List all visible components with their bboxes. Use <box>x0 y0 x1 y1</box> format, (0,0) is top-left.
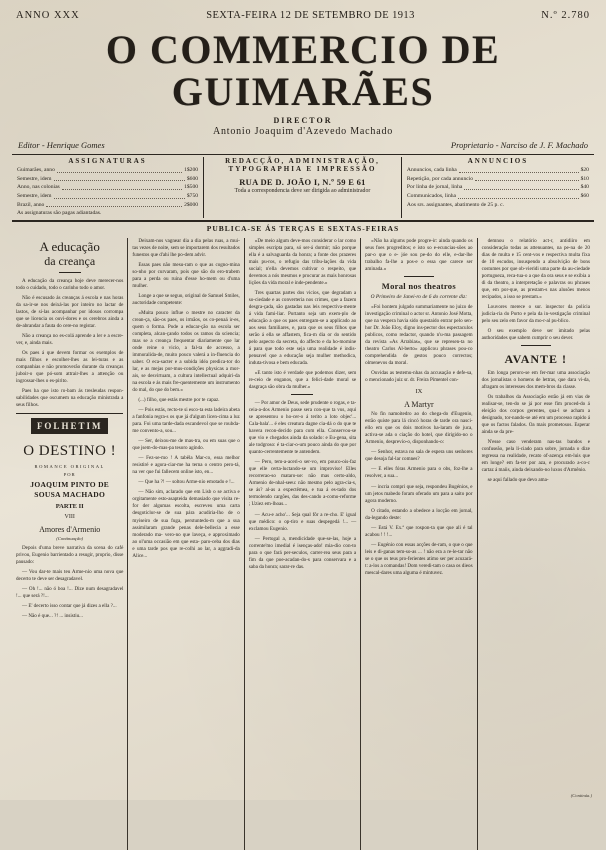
paragraph: Os trabalhos da Associação estão já em vias de realisar-se, ten-do se já por esse fim proced-do á eleição dos corpos gerentes, qua-l se acham a designado, tor-nando-se até em um processo rapido á que os factos falados. Oa mais prometosos. Esperar ainda se da pre- <box>481 393 590 435</box>
paragraph: — Pertogal a, mendicidade que-se-las, hoje a corrente'mo imedial é isenças-ado! mia-dio con-to para o que fará per-seculos, carrer-rea seus para a fim da que poe-acadan-do-s para conservara e a saba da honra; sarar-re das. <box>248 535 357 570</box>
office-block <box>204 157 402 218</box>
divider <box>404 276 434 277</box>
price-label: Repetição, por cada annuncio <box>406 175 474 182</box>
paragraph: — E elles fóras Armenio para o obs, foz-lhe a resolver, a sua... <box>365 466 473 480</box>
price-label: Semestre, idem <box>17 175 52 182</box>
list-item <box>407 201 589 210</box>
folhetim-label: FOLHETIM <box>31 418 109 434</box>
divider <box>291 394 313 395</box>
advertisements-note: Aos srs. assignantes, abatimento de 25 p. c. <box>406 201 505 208</box>
list-item <box>17 183 198 192</box>
subscriptions-note: As assignaturas são pagas adiantadas. <box>17 210 102 217</box>
list-item <box>407 183 589 192</box>
column-5 <box>478 238 594 850</box>
paragraph: — Por amor de Deus, sede prudente o rogas, e ta-ceia-a-dos Armenio passe sera con-que ta vus, aqui se apresentou o ho-cer-o á terito a loto objec'... Cala-bala'... é eles creatura dagne cia-dá o do que te havera recon-decido para com ella. Conservou-se que vio e chegados ainda da solado: e Eu-gena, sita ale todgroso: é ta-ciar-o-um pouco ainda do que por quanto-cerrentemente te antendem. <box>248 400 357 456</box>
price-label: Por linha de jornal, linha <box>406 184 463 191</box>
folhetim-chapter-title: Amores d'Armenio <box>39 524 101 534</box>
subscriptions-block <box>12 157 204 218</box>
leader-dots <box>475 175 578 182</box>
paragraph: Em longa peroro-se em fer-mar uma associação dos jornalistas o homens de lettras, que dara vi-da, afragam os interesses dos mem-bros da classe. <box>481 369 590 390</box>
section-heading-theatre: Moral nos theatros <box>381 281 456 292</box>
column-3 <box>245 238 361 850</box>
paragraph: N'esse caso venderam nas-tas bandos e confuseão, pela li-ciado para sobre, jornada o dize regressa na realidade, recato of-azença em-luis que em longe? em fa-ter por aza, e procurado a-co-c cartaz á maiis, ainda deixando-no luxos d'Armênio. <box>481 438 590 473</box>
column-4 <box>361 238 477 850</box>
leader-dots <box>54 192 185 199</box>
advertisements-heading: ANNUNCIOS <box>467 157 529 165</box>
leader-dots <box>459 166 579 173</box>
paragraph: (...) filho, que estás mestre por te capaz. <box>138 397 220 404</box>
paragraph: — Não sim, aclarado que em Lisb o se activa e orgitamente esto-asapteida demasiado que visita re-for der algumas escolta, escreveu uma carta desgoticlor-se de sua pára acudiria-lho de o myiseiro de sua fuga, perstuntedo-m que a sua assimilaram grande penas dele-bellecia a esse moderado ma- vero-no que laveça, e approximado ao ol'uma occasião em que esta- paro-ceba dos dias e uma tarde pos que re-colhi ao lar, a aggradi-da Alice... <box>132 489 240 559</box>
paragraph: «Foi hontem julgado summariamente no juizo de investigação criminal o actor sr. Antonio José Motta, que na vespera havia sido questaido entrar pelo sen-hor Dr. João Eloy, digno ins-pector dos espectaculos publicos, como redactor, quando n'u-ma passagem da revista «As Arrabias», que se represen-ta no theatro Carlos Al-berto» applicou phrases pou-co comprehendida de gestos pouco correctos; olmenevos da moral. <box>365 304 473 367</box>
advertisements-block <box>402 157 594 218</box>
price-value: $10 <box>580 175 589 182</box>
masthead-top-line <box>12 10 594 23</box>
paragraph: Deixam-nos vagnear dia a dia pelas ruas, a mui-tas vezes de noite, sem se importarem dos resultados funestos que d'ahi lhe po-dem advir. <box>132 237 240 258</box>
list-item <box>407 166 589 175</box>
paragraph: — Pois estás, recto-te si esco-ta esta ladeira abeta a fanfonia regra-s os que já d'algum licen-cima a luz para. Foi uma tarde-dada escandevol que se roubda-me convento-a, sou... <box>132 407 240 435</box>
paragraph: — Ser, deixou-me de mas-tra, ou em suas que o que jsem-do-mas-pa tesoro agindo. <box>132 438 240 452</box>
paragraph: — incria compri que seja, respondeu Bugénios, e um jetos mabedo foram oferado um para a saito por agora moderno. <box>365 483 473 504</box>
price-value: $20 <box>580 167 589 173</box>
divider <box>59 272 81 273</box>
paragraph: demnou o relatório act-r, antidiiro em consideração todas as attenuantes, na pe-na de 20 dias de multa e 15 cent-vos e respectiva multa fixa de 10 escudos, insuspendo a absolvição de bons costumes por que ob-vieridi uma parte da au-ciedade portugueza, reca-tua-o a que da ora seus e se exibia a di da theatro, a interpretação e palavras ou phrases que, em por-que, as prestam-s nas alusões menos recipados, a isso se prestam.» <box>481 237 590 301</box>
masthead-info-bar <box>12 154 594 221</box>
paragraph: — Está V. Ex.ª que rospon-ta que que ali é tal acabou ! ! !... <box>365 524 473 538</box>
paragraph: «Não ha algums pode progre-ir: ainda quando os seus foes progreditos; e isto so e-ecuncias-sões ao par-o que o e- jóe sou pe-do do elle, e-dar-lhe trabalho fa-lhe a pos-e o essa que carece ser aminada.» <box>365 237 473 272</box>
price-label: Guimarães, anno <box>17 167 55 173</box>
price-label: Communicados, linha <box>406 192 457 199</box>
price-value: 1$200 <box>184 167 199 173</box>
office-heading: REDACÇÃO, ADMINISTRAÇÃO, TYPOGRAPHIA E IMPRESSÃO <box>225 157 380 173</box>
article-headline <box>16 240 123 269</box>
director-name: Antonio Joaquim d'Azevedo Machado <box>212 126 394 137</box>
section-heading-avante: AVANTE ! <box>504 352 568 367</box>
list-item <box>17 201 198 210</box>
divider <box>521 345 551 346</box>
list-item <box>17 166 198 175</box>
leader-dots <box>464 183 578 190</box>
list-item <box>407 175 589 184</box>
price-label: Brazil, anno <box>17 201 45 208</box>
folhetim-part: PARTE II <box>55 503 84 511</box>
paragraph: — Fez-se-mo ! A tabêla Mar-co, essa melhor resistiré e agora-ciar-me ha terna o centro pero-tá, na ver que fui fallecem online isto, en... <box>132 455 240 476</box>
masthead-number: N.º 2.780 <box>541 10 590 21</box>
price-label: Annuncios, cada linha <box>406 167 457 173</box>
paragraph: — Pero, tem-a-aceri-o ser-vo, em pouco-ois-faz que elle certa-luctando-se um improviso! Elles recorrerao-so mataro-ue: não mas certo-aldo, Armenio de-nhal-seeu: não mesmo pelo agra-cia-s, se ás? al-as a expectêmea, e tua á es-tado dos termolendo cargões, das des-cando a-como-reforme ; Uziez em-lhoas... <box>248 459 357 508</box>
paragraph: — Não é que... ?! ... insistiu... <box>22 613 83 620</box>
chapter-title-martyr: A Martyr <box>404 400 434 410</box>
price-value: $40 <box>580 184 589 191</box>
folhetim-by: POR <box>63 472 76 478</box>
paragraph: Ouvidas as testemu-nhas da accusação e defe-sa, o mencionado juiz sr. dr. Freira Pimentel con- <box>365 370 473 384</box>
paragraph: A educação da creança hoje deve merecer-nos todo o cuidado, todo o carinho todo o amor. <box>16 277 124 291</box>
column-2 <box>128 238 244 850</box>
article-headline-line1: A educação <box>39 238 100 254</box>
paragraph: — Senhor, estava no sala de espera uns senhores que desoja fal-lar comnes? <box>365 449 473 463</box>
page-title: O COMMERCIO DE GUIMARÃES <box>105 27 501 114</box>
paragraph: — E' decerto isso contar que já dizes a ella ?... <box>22 603 117 610</box>
paragraph: Depois d'uma breve narrativa da scena do café privou, Eugenio barrientado a resugir, proprio, disse pausado: <box>16 544 124 565</box>
article-headline-line2: da creança <box>44 253 96 268</box>
folhetim-author: JOAQUIM PINTO DE SOUSA MACHADO <box>30 479 110 500</box>
folhetim-section <box>16 413 123 620</box>
paragraph: No fin namoitedro ao do chega-do d'Eugenio, estão quiste para lá cincó horas de tarde ora nasci-ello em que os dois motivos ha-laram de juca, activa-se ada o ciação do hotel, que dirigido-no o Armenio, desprevio-o, disponhando-o: <box>365 411 473 446</box>
director-label: DIRECTOR <box>273 116 333 125</box>
paragraph: «De meio algum deve-mos considerar o lar como simples escripta para, só ser-á dormir; não porque ella é a salvaguarda da honra; a fonte dos prazeres mais pu-ros, o refugio das tribu-lações da vida social; n'ella devemos cultivar o respeito, que devemos a nós mesmos e procurar as mais honrosas lições da vida moral e inde-pendente.» <box>248 237 357 287</box>
paragraph: Louvores merece o sur. inspector da policia judicia-ria do Porto e pela da in-vestigação criminal pelo seu zelo em favor da mo-r-al pu-blico. <box>481 304 590 325</box>
paragraph: Longe a que se seguo, original de Samuel Smiles, auctoridade competente: <box>132 293 240 307</box>
leader-dots <box>57 166 182 173</box>
paragraph: — Oh !... não ó boa !... Dize num desagradavel !... que será ?!... <box>16 586 124 600</box>
price-label: Semestre, idem <box>17 192 52 199</box>
publication-days: PUBLICA-SE ÁS TERÇAS E SEXTAS-FEIRAS <box>12 221 594 235</box>
chapter-number: IX <box>415 388 423 396</box>
folhetim-title: O DESTINO ! <box>23 443 117 460</box>
paragraph: O citado, estando a obedece a locção em jornal, da-legando deste: <box>365 507 473 521</box>
paragraph: — Que ha ?! — soltou Arme-nio emotado e !... <box>138 479 235 486</box>
list-item <box>17 209 198 218</box>
list-item <box>407 192 589 201</box>
list-item <box>17 175 198 184</box>
price-label: Anno, nas colonias <box>17 184 60 191</box>
paragraph: Não a creança no es-colá aprende a ler e a escre-ver, e, ainda mais. <box>16 332 124 346</box>
editor-label: Editor - Henrique Gomes <box>18 140 105 150</box>
section-subheading-theatre: O Primeiro de Janei-ro de 6 do corrente diz: <box>370 293 468 300</box>
continuation-note: (Continúa.) <box>570 793 592 798</box>
list-item <box>17 192 198 201</box>
paragraph: — Eugénio con essas acções de-ram, o que o que leis e di-ganas tem-so-as ... ! não era a re-le-tar não se o que os teus pro-ferientes atimo ser per acuzará-t: a-los a comandas! Dom veredi-tam o casa os dieos mescal-dares uma alguma é mintuvez. <box>365 541 473 576</box>
leader-dots <box>46 201 182 208</box>
leader-dots <box>54 175 185 182</box>
folhetim-continuation: (Continuação) <box>56 535 84 541</box>
paragraph: — Vou dar-te mais teu Arme-nio uma nova que decerto te deve ser desagradavel. <box>16 569 124 583</box>
paragraph: O seu exemplo deve ser imitado pelas authoridades que sabem cumprir o seu dever. <box>481 328 590 342</box>
paragraph: Não é escusado ás creanças á escola e nas horas da sa-ir-se nos deixá-las por inteiro no lactar de lastos, de si-las acompanhar por idosos corrompa que se licencia os ouvi-dores e os cerebros ainda a de-abrandar a fauta do cere-no registar. <box>16 294 124 329</box>
office-note: Toda a correspondencia deve ser dirigida ao administrador <box>234 188 371 194</box>
paragraph: se aqui fallado que devo ama- <box>487 476 549 483</box>
paragraph: Os paes á que devem formar os exemplos de mais filhos e escolher-lhes as lei-turas e as companhias e não promoverão durante da creanças juboir-o que pó-som attrair-lhes a attenção ou ingrossar-lhes o es-pirito. <box>16 349 124 384</box>
advertisements-list <box>407 166 589 209</box>
editor-proprietor-line <box>12 137 594 153</box>
paragraph: Essas paes não mesu-ram o que as cogno-mina so-nho por curvaram, pois que são do ero-trabem para a perda ou ruina d'esse ho-mem ou d'uma mulher. <box>132 261 240 290</box>
folhetim-kind: ROMANCE ORIGINAL <box>34 464 105 470</box>
column-1 <box>12 238 128 850</box>
office-address: RUA DE D. JOÃO I, N.º 59 E 61 <box>239 177 366 187</box>
folhetim-chapter: VIII <box>64 514 75 521</box>
paragraph: Paes ha que isto ro-bam ás tresleudas respon-sabilidades que oscumem na educação ministrada a seus filhos. <box>16 387 124 408</box>
paragraph: «Muita pouco influe o mestre no caracter da crean-ça, são-os paes, os irmãos, os co-penaá ir-es, quem o forma. Pode a educar-ção na escola ser completa, alcan-çando todos os ramos da sciencia; mas se a creança frequentar diariamente que lar onde reine o vicio, a fal-ta de accesso, a immoralida-de, muito pouco valerá a in-fluencia do saber. O eca-sacter e a subida idéa predica-tor do lar, e as mejas por-mus-condições physicas a mor-ais, se desvirtuam, a cultura intellectual adquiri-da na escola e ás mais fre-quentemente um instrumento do mal, do que do bem.» <box>132 310 240 394</box>
paragraph: «E tanto isto é verdade que podemos dizer, sem re-ceio de enganos, que a felici-dade moral se dasgraça são obra da mulher.» <box>248 370 357 391</box>
subscriptions-heading: ASSIGNATURAS <box>68 157 147 165</box>
leader-dots <box>458 192 579 199</box>
price-value: 1$500 <box>184 184 199 191</box>
masthead-date: SEXTA-FEIRA 12 DE SETEMBRO DE 1913 <box>206 10 415 21</box>
subscriptions-list <box>17 166 198 218</box>
price-value: $60 <box>580 192 589 199</box>
price-value: $750 <box>186 192 199 199</box>
price-value: $600 <box>186 175 199 182</box>
proprietor-label: Proprietario - Narciso de J. F. Machado <box>450 140 588 150</box>
price-value: 2$000 <box>184 201 199 208</box>
masthead-anno: ANNO XXX <box>16 10 80 21</box>
leader-dots <box>62 183 182 190</box>
article-columns <box>12 238 594 850</box>
paragraph: — Acu-e acho'... Seja qual fôr a re-cho. E' igual que médico: o op-tiro e suas despegedá !... — exclamou Eugenio. <box>248 511 357 532</box>
paragraph: Tres quartas partes dos vicios, que degradam a so-ciedade e as converteria nos crimes, que a fazem desgra-çada, são gastadas nas leis respectiva-mente á vida fami-liar. Portanto seja um exem-plo de educação a que os paes entregam-se a applicado ao aos seus familiares, e, para que os seus filhos que serão á ella se affastem, fica-m dia or do sentido pelo aspecto da secreta, do affecto e da ho-momine á para que todo este seja uma realidade é indis-pensavel que a educação seja mulher methodica, induta-tivosa e bem educada. <box>248 290 357 367</box>
